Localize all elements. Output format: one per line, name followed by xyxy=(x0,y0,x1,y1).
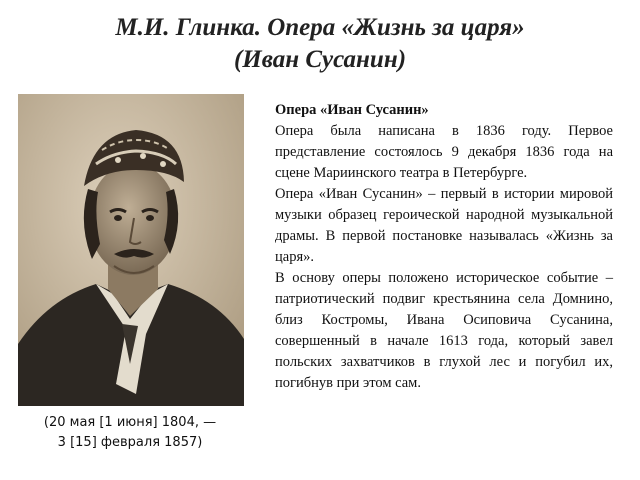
title-line-1: М.И. Глинка. Опера «Жизнь за царя» xyxy=(115,14,525,41)
portrait-image xyxy=(18,94,244,406)
title-line-2: (Иван Сусанин) xyxy=(233,46,407,73)
caption-line-2: 3 [15] февраля 1857) xyxy=(57,435,203,450)
article-paragraph-1: Опера была написана в 1836 году. Первое представление состоялось 9 декабря 1836 года на сцене Мариинского театра в Петербурге. xyxy=(275,123,613,181)
article-heading: Опера «Иван Сусанин» xyxy=(275,102,429,118)
glinka-portrait xyxy=(18,94,244,406)
caption-line-1: (20 мая [1 июня] 1804, — xyxy=(43,415,217,430)
article-paragraph-2: Опера «Иван Сусанин» – первый в истории мировой музыки образец героической народной музыкальной драмы. В первой постановке называлась «Жизнь за царя». xyxy=(275,186,613,265)
article-paragraph-3: В основу оперы положено историческое событие – патриотический подвиг крестьянина села Домнино, близ Костромы, Ивана Осиповича Сусанина, совершенный в начале 1613 года, который завел польских захватчиков в глухой лес и погубил их, погибнув при этом сам. xyxy=(275,270,613,391)
slide-title xyxy=(0,12,640,76)
portrait-caption xyxy=(10,413,250,453)
article-text xyxy=(275,100,613,460)
